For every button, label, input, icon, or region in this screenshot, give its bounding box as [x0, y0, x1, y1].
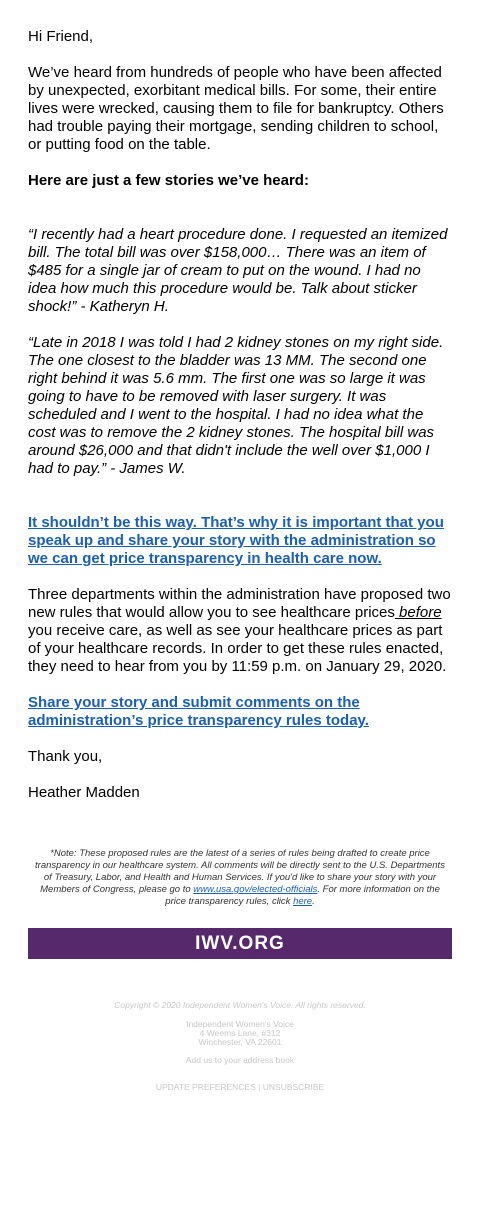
- cta-submit-comments-link[interactable]: Share your story and submit comments on the administration’s price transparency rules today.: [28, 694, 369, 729]
- stories-heading: Here are just a few stories we’ve heard:: [28, 172, 309, 189]
- before-link[interactable]: before: [394, 604, 442, 621]
- greeting: Hi Friend,: [28, 28, 94, 45]
- more-info-link[interactable]: here: [293, 896, 313, 907]
- rules-paragraph: [28, 586, 452, 676]
- story-james: “Late in 2018 I was told I had 2 kidney stones on my right side. The one closest to the bladder was 13 MM. The second one right behind it was 5.6 mm. The first one was so large it was going to have to be removed with laser surgery. It was scheduled and I went to the hospital. I had no idea what the cost was to remove the 2 kidney stones. The hospital bill was around $26,000 and that didn't include the well over $1,000 I had to pay.” - James W.: [28, 334, 444, 477]
- elected-officials-link[interactable]: www.usa.gov/elected-officials: [193, 884, 318, 895]
- intro-paragraph: We’ve heard from hundreds of people who have been affected by unexpected, exorbitant medical bills. For some, their entire lives were wrecked, causing them to file for bankruptcy. Others had trouble paying their mortgage, sending children to school, or putting food on the table.: [28, 64, 444, 153]
- rules-text-end: you receive care, as well as see your healthcare prices as part of your healthcare records. In order to get these rules enacted, they need to hear from you by 11:59 p.m. on January 29, 2020.: [28, 622, 447, 675]
- address-book-link[interactable]: Add us to your address book: [185, 1055, 295, 1065]
- address-book: [28, 1056, 452, 1065]
- footnote: [28, 848, 452, 908]
- city-address: Winchester, VA 22601: [198, 1037, 282, 1047]
- footer-separator: |: [255, 1082, 263, 1092]
- signature: Heather Madden: [28, 784, 140, 801]
- footnote-text-2: . For more information on the price transparency rules, click: [165, 884, 440, 907]
- street-address: 4 Weems Lane, #312: [199, 1028, 281, 1038]
- copyright: Copyright © 2020 Independent Women's Voice. All rights reserved.: [114, 1000, 366, 1010]
- preferences-bar: [28, 1083, 452, 1092]
- thanks: Thank you,: [28, 748, 103, 765]
- footnote-text: *Note: These proposed rules are the latest of a series of rules being drafted to create price transparency in our healthcare system. All comments will be directly sent to the U.S. Departments of Treasury, Labor, and Health and Human Services. If you'd like to share your story with your Members of Congress, please go to: [35, 848, 445, 895]
- cta-share-story-link[interactable]: It shouldn’t be this way. That’s why it is important that you speak up and share your story with the administration so we can get price transparency in health care now.: [28, 514, 444, 567]
- update-preferences-link[interactable]: UPDATE PREFERENCES: [155, 1082, 256, 1092]
- cta-submit-comments: [28, 694, 452, 730]
- rules-text-start: Three departments within the administration have proposed two new rules that would allow you to see healthcare prices: [28, 586, 451, 621]
- mailing-address: [28, 1020, 452, 1047]
- story-katheryn: “I recently had a heart procedure done. I requested an itemized bill. The total bill was over $158,000… There was an item of $485 for a single jar of cream to put on the wound. I had no idea how much this procedure would be. Talk about sticker shock!” - Katheryn H.: [28, 226, 448, 315]
- org-name: Independent Women's Voice: [186, 1019, 294, 1029]
- unsubscribe-link[interactable]: UNSUBSCRIBE: [262, 1082, 325, 1092]
- iwv-banner[interactable]: [28, 928, 452, 959]
- footnote-period: .: [312, 896, 315, 907]
- banner-text: IWV.ORG: [195, 932, 285, 954]
- cta-share-story: [28, 514, 452, 568]
